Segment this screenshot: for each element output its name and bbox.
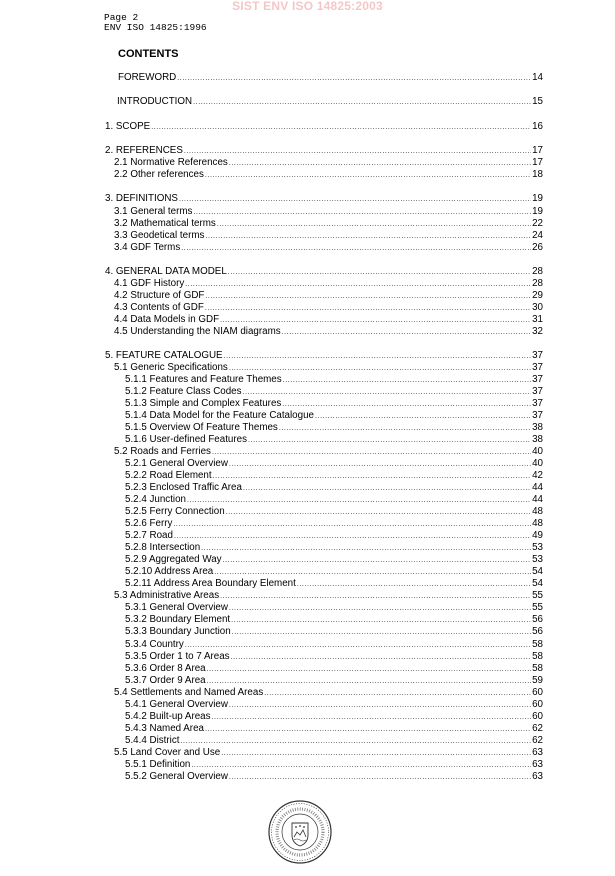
toc-entry-title: 2. REFERENCES (105, 145, 183, 156)
toc-entry-title: 5.2.5 Ferry Connection (125, 506, 225, 517)
toc-entry-title: 5.4.4 District (125, 735, 180, 746)
toc-entry (125, 626, 543, 639)
toc-entry-page: 19 (532, 193, 543, 204)
toc-entry-page: 49 (532, 530, 543, 541)
toc-leader-dots (205, 170, 531, 182)
toc-entry-title: 5.3.4 Country (125, 639, 184, 650)
toc-entry-title: 3.4 GDF Terms (114, 242, 181, 253)
toc-entry-page: 38 (532, 434, 543, 445)
toc-entry-title: 5.2.2 Road Element (125, 470, 212, 481)
toc-entry-page: 56 (532, 614, 543, 625)
toc-entry-title: 5.3.3 Boundary Junction (125, 626, 231, 637)
toc-entry-title: 5.4 Settlements and Named Areas (114, 687, 264, 698)
toc-entry-title: 4. GENERAL DATA MODEL (105, 266, 227, 277)
toc-entry-page: 22 (532, 218, 543, 229)
toc-entry-page: 55 (532, 602, 543, 613)
toc-entry-page: 53 (532, 542, 543, 553)
toc-entry-title: 5.3.7 Order 9 Area (125, 675, 206, 686)
toc-entry-title: 5.3 Administrative Areas (114, 590, 220, 601)
toc-leader-dots (232, 627, 531, 639)
toc-entry-title: 5.2.3 Enclosed Traffic Area (125, 482, 242, 493)
toc-entry-page: 44 (532, 494, 543, 505)
toc-entry-title: 5.4.2 Built-up Areas (125, 711, 211, 722)
toc-entry-page: 48 (532, 518, 543, 529)
toc-entry-title: 5.2.9 Aggregated Way (125, 554, 222, 565)
toc-entry-page: 37 (532, 362, 543, 373)
toc-entry-page: 63 (532, 759, 543, 770)
toc-entry-title: 3.3 Geodetical terms (114, 230, 205, 241)
toc-entry-title: 1. SCOPE (105, 121, 151, 132)
toc-entry-page: 42 (532, 470, 543, 481)
toc-entry-page: 48 (532, 506, 543, 517)
toc-entry-page: 18 (532, 169, 543, 180)
standard-id: ENV ISO 14825:1996 (104, 22, 207, 33)
toc-entry-title: 5.3.5 Order 1 to 7 Areas (125, 651, 230, 662)
toc-entry-title: 5.2.4 Junction (125, 494, 187, 505)
toc-entry-title: 2.2 Other references (114, 169, 204, 180)
toc-entry-page: 29 (532, 290, 543, 301)
toc-leader-dots (193, 97, 531, 109)
toc-entry-title: 4.3 Contents of GDF (114, 302, 204, 313)
toc-entry-title: FOREWORD (118, 72, 177, 83)
toc-leader-dots (179, 194, 531, 206)
toc-entry-page: 15 (532, 96, 543, 107)
toc-entry-page: 40 (532, 458, 543, 469)
toc-entry-page: 32 (532, 326, 543, 337)
toc-entry-page: 17 (532, 145, 543, 156)
toc-entry (125, 771, 543, 784)
toc-entry (118, 72, 543, 85)
toc-entry-page: 54 (532, 578, 543, 589)
toc-entry-page: 62 (532, 723, 543, 734)
toc-leader-dots (151, 122, 531, 134)
toc-entry-title: 2.1 Normative References (114, 157, 228, 168)
toc-entry-page: 31 (532, 314, 543, 325)
toc-entry-title: 5.5.1 Definition (125, 759, 191, 770)
toc-entry-page: 44 (532, 482, 543, 493)
toc-entry-title: 3.1 General terms (114, 206, 193, 217)
toc-leader-dots (282, 327, 531, 339)
toc-entry-page: 60 (532, 687, 543, 698)
toc-leader-dots (177, 73, 531, 85)
toc-entry-title: 5.1.6 User-defined Features (125, 434, 247, 445)
toc-entry-title: 5.2.11 Address Area Boundary Element (125, 578, 296, 589)
toc-entry-page: 53 (532, 554, 543, 565)
toc-entry (105, 121, 543, 134)
official-seal-icon (267, 799, 333, 865)
toc-entry-page: 54 (532, 566, 543, 577)
toc-entry-page: 60 (532, 699, 543, 710)
toc-entry-page: 55 (532, 590, 543, 601)
toc-entry-title: 5.1.5 Overview Of Feature Themes (125, 422, 278, 433)
toc-entry-page: 63 (532, 771, 543, 782)
toc-entry-title: 5.1.4 Data Model for the Feature Catalogue (125, 410, 314, 421)
toc-entry (105, 193, 543, 206)
toc-leader-dots (181, 243, 531, 255)
toc-entry-title: 5.1.2 Feature Class Codes (125, 386, 242, 397)
toc-entry-title: INTRODUCTION (117, 96, 193, 107)
toc-entry-page: 14 (532, 72, 543, 83)
toc-entry-page: 30 (532, 302, 543, 313)
toc-entry-page: 28 (532, 266, 543, 277)
toc-entry-title: 5.1.3 Simple and Complex Features (125, 398, 282, 409)
toc-entry (117, 96, 543, 109)
page-header (104, 13, 207, 33)
toc-entry-title: 5.4.1 General Overview (125, 699, 228, 710)
toc-entry-title: 5.2.7 Road (125, 530, 173, 541)
toc-entry-page: 17 (532, 157, 543, 168)
toc-entry (114, 242, 543, 255)
toc-entry-page: 40 (532, 446, 543, 457)
toc-entry-title: 5. FEATURE CATALOGUE (105, 350, 223, 361)
toc-entry-title: 5.2.10 Address Area (125, 566, 214, 577)
toc-entry-page: 37 (532, 410, 543, 421)
toc-entry-page: 58 (532, 651, 543, 662)
toc-entry-title: 3. DEFINITIONS (105, 193, 178, 204)
toc-entry-page: 28 (532, 278, 543, 289)
toc-entry-title: 5.1 Generic Specifications (114, 362, 228, 373)
toc-entry-title: 4.2 Structure of GDF (114, 290, 205, 301)
toc-entry-title: 5.2.8 Intersection (125, 542, 201, 553)
toc-entry-page: 37 (532, 398, 543, 409)
toc-entry-page: 24 (532, 230, 543, 241)
watermark: SIST ENV ISO 14825:2003 (232, 0, 383, 13)
toc-entry-page: 58 (532, 663, 543, 674)
toc-entry-title: 4.5 Understanding the NIAM diagrams (114, 326, 281, 337)
toc-entry-page: 16 (532, 121, 543, 132)
toc-entry-page: 58 (532, 639, 543, 650)
toc-entry-title: 5.5.2 General Overview (125, 771, 228, 782)
toc-entry-title: 5.3.6 Order 8 Area (125, 663, 206, 674)
toc-entry-page: 19 (532, 206, 543, 217)
toc-entry-page: 60 (532, 711, 543, 722)
toc-entry (114, 169, 543, 182)
toc-entry-title: 5.4.3 Named Area (125, 723, 204, 734)
toc-entry-title: 5.2.1 General Overview (125, 458, 228, 469)
toc-entry-title: 5.2.6 Ferry (125, 518, 173, 529)
toc-entry-title: 5.2 Roads and Ferries (114, 446, 211, 457)
toc-leader-dots (229, 772, 531, 784)
toc-entry-page: 26 (532, 242, 543, 253)
toc-entry-title: 5.3.1 General Overview (125, 602, 228, 613)
toc-entry-title: 4.1 GDF History (114, 278, 185, 289)
toc-entry-title: 4.4 Data Models in GDF (114, 314, 220, 325)
toc-entry-page: 59 (532, 675, 543, 686)
toc-entry-page: 56 (532, 626, 543, 637)
toc-entry-title: 5.3.2 Boundary Element (125, 614, 231, 625)
toc-entry-title: 3.2 Mathematical terms (114, 218, 216, 229)
toc-entry (114, 326, 543, 339)
page-number: Page 2 (104, 12, 139, 23)
toc-entry-page: 62 (532, 735, 543, 746)
toc-entry-page: 37 (532, 374, 543, 385)
toc-entry-page: 37 (532, 386, 543, 397)
contents-title: CONTENTS (118, 48, 179, 60)
toc-entry-title: 5.5 Land Cover and Use (114, 747, 221, 758)
toc-entry-page: 38 (532, 422, 543, 433)
toc-entry-page: 37 (532, 350, 543, 361)
toc-entry-page: 63 (532, 747, 543, 758)
toc-entry-title: 5.1.1 Features and Feature Themes (125, 374, 282, 385)
